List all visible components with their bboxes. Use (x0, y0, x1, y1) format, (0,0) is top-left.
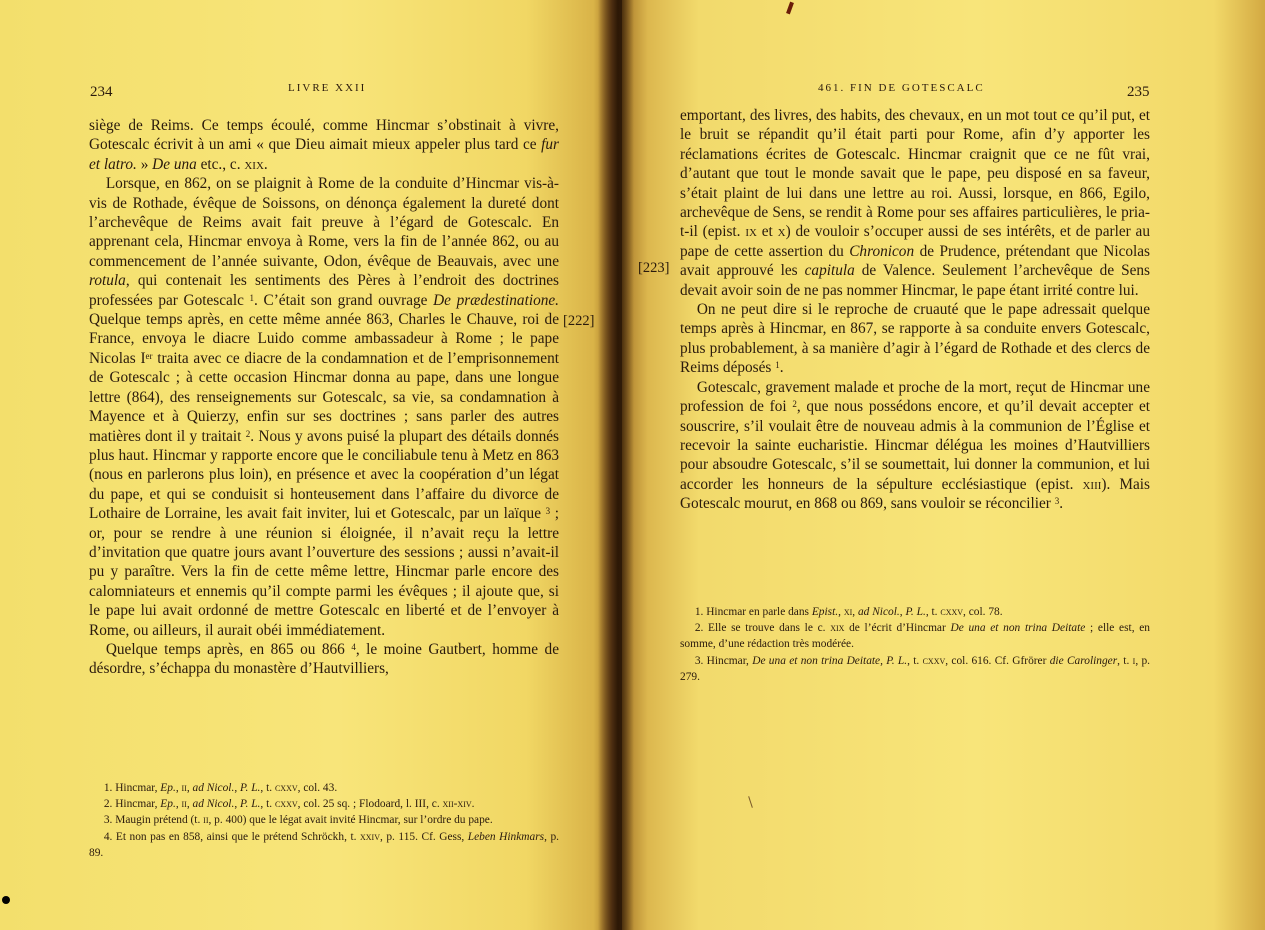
margin-marker: [223] (638, 260, 670, 276)
footnotes (89, 780, 559, 861)
running-head: 461. FIN DE GOTESCALC (818, 82, 985, 94)
ink-spot-icon (2, 896, 10, 904)
margin-marker: [222] (563, 313, 595, 329)
footnote: 1. Hincmar, Ep., ii, ad Nicol., P. L., t. cxxv, col. 43. (103, 782, 338, 794)
note-ref: 4 (351, 641, 356, 652)
note-ref: 3 (545, 506, 551, 517)
note-ref: 2 (245, 428, 251, 439)
paragraph: emportant, des livres, des habits, des chevaux, en un mot tout ce qu’il put, et le bruit se répandit qu’il était parti pour Rome, afin d’y apporter les réclamations écrites de Gotescalc. Hincmar craignit que ce ne fût vrai, d’autant que tout le monde savait que le pape, peu disposé en sa faveur, s’était plaint de lui dans une lettre au roi. Aussi, lorsque, en 866, Egilo, archevêque de Sens, se rendit à Rome pour ses affaires particulières, le pria-t-il (epist. ix et x) de vouloir s’occuper aussi de ses intérêts, et de parler au pape de cette assertion du Chronicon de Prudence, prétendant que Nicolas avait approuvé les capitula de Valence. Seulement l’archevêque de Sens devait avoir soin de ne pas nommer Hincmar, le pape étant irrité contre lui. (680, 107, 1151, 299)
note-ref: 1 (249, 292, 255, 303)
pencil-mark-icon (748, 796, 753, 808)
main-text (680, 106, 1150, 514)
paragraph: siège de Reims. Ce temps écoulé, comme Hincmar s’obstinait à vivre, Gotescalc écrivit à un ami « que Dieu aimait mieux appeler plus tard ce fur et latro. » De una etc., c. xix. (89, 117, 559, 173)
running-head: LIVRE XXII (288, 82, 367, 94)
page-number: 234 (90, 84, 113, 100)
book-gutter (598, 0, 634, 930)
page-number: 235 (1127, 84, 1150, 100)
paragraph: Gotescalc, gravement malade et proche de la mort, reçut de Hincmar une profession de foi $^2$, que nous possédons encore, et qu’il devait accepter et souscrire, s’il voulait être de nouveau admis à la communion de l’Église et recevoir la sainte eucharistie. Hincmar délégua les moines d’Hautvilliers pour absoudre Gotescalc, s’il se soumettait, lui donner la communion, et lui accorder les honneurs de la sépulture ecclésiastique (epist. xiii). Mais Gotescalc mourut, en 868 ou 869, sans vouloir se réconcilier $^3$. (680, 378, 1150, 513)
right-page (622, 0, 1265, 930)
footnote: 4. Et non pas en 858, ainsi que le prétend Schröckh, t. xxiv, p. 115. Cf. Gess, Leben Hinkmars, p. 89. (89, 830, 559, 859)
footnotes (680, 604, 1150, 685)
note-ref: 2 (792, 399, 797, 410)
paragraph: Lorsque, en 862, on se plaignit à Rome de la conduite d’Hincmar vis-à-vis de Rothade, évêque de Soissons, on dénonça également la dureté dont l’archevêque de Reims avait fait preuve à l’égard de Gotescalc. En apprenant cela, Hincmar envoya à Rome, vers la fin de l’année 862, ou au commencement de l’année suivante, Odon, évêque de Beauvais, avec une rotula, qui contenait les sentiments des Pères à l’endroit des doctrines professées par Gotescalc $^1$. C’était son grand ouvrage De prædestinatione. Quelque temps après, en cette même année 863, Charles le Chauve, roi de France, envoya le diacre Luido comme ambassadeur à Rome ; le pape Nicolas Ier traita avec ce diacre de la condamnation et de l’emprisonnement de Gotescalc ; à cette occasion Hincmar donna au pape, dans une longue lettre (864), des renseignements sur Gotescalc, sa vie, sa condamnation à Mayence et à Quierzy, enfin sur ses doctrines ; sans parler des autres matières dont il y traitait $^2$. Nous y avons puisé la plupart des détails donnés plus haut. Hincmar y rapporte encore que le conciliabule tenu à Metz en 863 (nous en parlerons plus loin), en présence et avec la coopération d’un légat du pape, et qui se conduisit si honteusement dans l’affaire du divorce de Lothaire de Lorraine, les avait fait inviter, lui et Gotescalc, par un laïque $^3$ ; or, pour se rendre à une réunion si éloignée, il n’avait reçu la lettre d’invitation que quatre jours avant l’ouverture des sessions ; aussi n’avait-il pu y paraître. Vers la fin de cette même lettre, Hincmar parle encore des calomniateurs et ennemis qu’il compte parmi les évêques ; il ajoute que, si le pape lui avait ordonné de mettre Gotescalc en liberté et de l’envoyer à Rome, ou ailleurs, il aurait obéi immédiatement. (89, 175, 560, 639)
footnote: 2. Elle se trouve dans le c. xix de l’écrit d’Hincmar De una et non trina Deitate ; elle est, en somme, d’une rédaction très modérée. (680, 622, 1150, 651)
footnote: 3. Hincmar, De una et non trina Deitate, P. L., t. cxxv, col. 616. Cf. Gfrörer die Carolinger, t. i, p. 279. (680, 654, 1151, 683)
footnote: 1. Hincmar en parle dans Epist., xi, ad Nicol., P. L., t. cxxv, col. 78. (694, 606, 1003, 618)
footnote: 2. Hincmar, Ep., ii, ad Nicol., P. L., t. cxxv, col. 25 sq. ; Flodoard, l. III, c. xii-xiv. (103, 798, 475, 811)
main-text (89, 116, 559, 679)
note-ref: 1 (775, 360, 780, 371)
footnote: 3. Maugin prétend (t. ii, p. 400) que le légat avait invité Hincmar, sur l’ordre du pape. (103, 814, 493, 827)
paragraph: On ne peut dire si le reproche de cruauté que le pape adressait quelque temps après à Hincmar, en 867, se rapporte à sa conduite envers Gotescalc, plus probablement, à sa manière d’agir à l’égard de Rothade et des clercs de Reims déposés $^1$. (680, 301, 1150, 377)
note-ref: 3 (1054, 496, 1060, 507)
paragraph: Quelque temps après, en 865 ou 866 $^4$, le moine Gautbert, homme de désordre, s’échappa du monastère d’Hautvilliers, (89, 640, 559, 678)
left-page (0, 0, 612, 930)
ink-mark-icon (786, 2, 794, 15)
